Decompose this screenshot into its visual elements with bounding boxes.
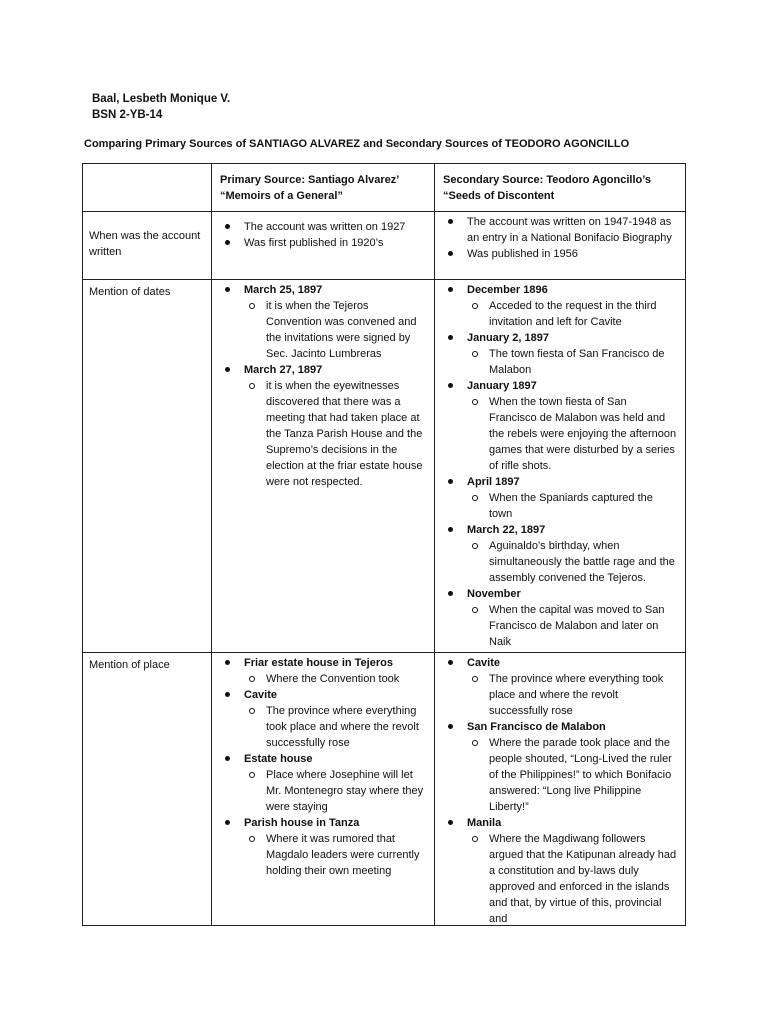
bullet-dot-icon	[448, 724, 453, 729]
bullet-dot-icon	[448, 335, 453, 340]
sub-list-item	[467, 735, 681, 815]
bullet-dot-icon	[448, 591, 453, 596]
sub-list-item-text: Place where Josephine will let Mr. Montenegro stay where they were staying	[266, 769, 424, 813]
table-row-dates	[83, 280, 686, 653]
sub-list-item	[244, 671, 430, 687]
list-item	[212, 655, 434, 687]
sub-list-item-text: Acceded to the request in the third invitation and left for Cavite	[489, 300, 657, 328]
bullet-circle-icon	[249, 676, 255, 682]
sub-list-item	[467, 538, 681, 586]
sub-list	[244, 767, 430, 815]
bullet-circle-icon	[472, 740, 478, 746]
sub-list	[467, 602, 681, 650]
list-item	[435, 378, 685, 474]
sub-list	[244, 671, 430, 687]
bullet-list	[212, 655, 434, 879]
list-item	[435, 214, 685, 246]
primary-cell	[212, 212, 435, 280]
list-item-text: Cavite	[244, 689, 278, 701]
list-item	[435, 586, 685, 650]
list-item-text: The account was written on 1927	[244, 221, 406, 233]
sub-list-item-text: it is when the eyewitnesses discovered that there was a meeting that had taken place at the Tanza Parish House and the Supremo’s decisions in the election at the friar estate house were not respected.	[266, 380, 423, 488]
document-title: Comparing Primary Sources of SANTIAGO ALVAREZ and Secondary Sources of TEODORO AGONCILLO	[84, 138, 630, 150]
list-item-text: Was published in 1956	[467, 248, 578, 260]
sub-list	[244, 378, 430, 490]
bullet-circle-icon	[249, 383, 255, 389]
sub-list	[467, 394, 681, 474]
row-label-cell	[83, 212, 212, 280]
list-item-text: January 1897	[467, 380, 537, 392]
bullet-circle-icon	[249, 708, 255, 714]
bullet-dot-icon	[448, 820, 453, 825]
list-item-text: March 25, 1897	[244, 284, 323, 296]
sub-list-item-text: Where the Convention took	[266, 673, 400, 685]
bullet-dot-icon	[225, 756, 230, 761]
sub-list	[467, 735, 681, 815]
bullet-dot-icon	[448, 251, 453, 256]
bullet-circle-icon	[472, 607, 478, 613]
sub-list-item-text: Where the Magdiwang followers argued that the Katipunan already had a constitution and by-laws duly approved and enforced in the islands and that, by virtue of this, provincial and	[489, 833, 677, 925]
row-label: Mention of dates	[89, 286, 171, 298]
list-item-text: Cavite	[467, 657, 501, 669]
row-label: When was the account written	[89, 230, 201, 258]
bullet-circle-icon	[249, 836, 255, 842]
table-header-row	[83, 164, 686, 212]
bullet-dot-icon	[448, 287, 453, 292]
sub-list	[467, 538, 681, 586]
list-item	[212, 235, 434, 251]
bullet-dot-icon	[448, 660, 453, 665]
list-item	[435, 474, 685, 522]
bullet-list	[212, 282, 434, 490]
sub-list-item-text: Aguinaldo’s birthday, when simultaneously the battle rage and the assembly convened the Tejeros.	[489, 540, 675, 584]
list-item	[212, 219, 434, 235]
list-item	[435, 815, 685, 925]
list-item	[212, 751, 434, 815]
sub-list-item	[467, 671, 681, 719]
sub-list-item-text: When the Spaniards captured the town	[489, 492, 653, 520]
bullet-circle-icon	[249, 303, 255, 309]
row-label-cell	[83, 653, 212, 926]
header-cell-primary	[212, 164, 435, 212]
row-label-cell	[83, 280, 212, 653]
bullet-circle-icon	[249, 772, 255, 778]
list-item-text: Friar estate house in Tejeros	[244, 657, 393, 669]
bullet-dot-icon	[225, 820, 230, 825]
sub-list-item	[467, 346, 681, 378]
sub-list-item	[244, 703, 430, 751]
bullet-circle-icon	[472, 303, 478, 309]
bullet-list	[435, 214, 685, 262]
bullet-dot-icon	[225, 367, 230, 372]
header-cell-empty	[83, 164, 212, 212]
list-item	[212, 362, 434, 490]
sub-list-item	[244, 378, 430, 490]
bullet-circle-icon	[472, 836, 478, 842]
sub-list-item	[467, 298, 681, 330]
list-item	[435, 330, 685, 378]
sub-list	[467, 346, 681, 378]
secondary-cell	[435, 280, 686, 653]
sub-list	[467, 831, 681, 925]
list-item	[435, 522, 685, 586]
sub-list	[244, 831, 430, 879]
sub-list-item	[244, 831, 430, 879]
bullet-circle-icon	[472, 543, 478, 549]
list-item-text: January 2, 1897	[467, 332, 549, 344]
row-label: Mention of place	[89, 659, 170, 671]
bullet-list	[435, 282, 685, 650]
secondary-source-heading: Secondary Source: Teodoro Agoncillo’s “Seeds of Discontent	[443, 174, 652, 202]
comparison-table	[82, 163, 686, 926]
bullet-dot-icon	[225, 287, 230, 292]
bullet-dot-icon	[448, 479, 453, 484]
sub-list	[467, 671, 681, 719]
list-item	[435, 246, 685, 262]
sub-list	[467, 298, 681, 330]
list-item-text: December 1896	[467, 284, 548, 296]
sub-list-item	[244, 298, 430, 362]
list-item-text: Parish house in Tanza	[244, 817, 360, 829]
list-item-text: April 1897	[467, 476, 520, 488]
list-item-text: The account was written on 1947-1948 as an entry in a National Bonifacio Biography	[467, 216, 672, 244]
sub-list	[244, 298, 430, 362]
sub-list-item-text: The province where everything took place and where the revolt successfully rose	[489, 673, 664, 717]
list-item-text: March 22, 1897	[467, 524, 546, 536]
bullet-dot-icon	[448, 219, 453, 224]
secondary-cell	[435, 653, 686, 926]
sub-list-item	[467, 831, 681, 925]
list-item-text: March 27, 1897	[244, 364, 323, 376]
primary-source-heading: Primary Source: Santiago Alvarez’ “Memoirs of a General”	[220, 174, 399, 202]
list-item	[212, 282, 434, 362]
table-row-when-written	[83, 212, 686, 280]
sub-list-item-text: The province where everything took place and where the revolt successfully rose	[266, 705, 419, 749]
bullet-circle-icon	[472, 351, 478, 357]
bullet-dot-icon	[225, 224, 230, 229]
bullet-dot-icon	[225, 692, 230, 697]
list-item-text: Estate house	[244, 753, 313, 765]
bullet-list	[435, 655, 685, 925]
section-code: BSN 2-YB-14	[92, 109, 163, 121]
sub-list-item-text: Where it was rumored that Magdalo leaders were currently holding their own meeting	[266, 833, 420, 877]
list-item	[212, 687, 434, 751]
list-item	[435, 719, 685, 815]
bullet-list	[212, 219, 434, 251]
sub-list-item	[467, 394, 681, 474]
sub-list	[467, 490, 681, 522]
primary-cell	[212, 280, 435, 653]
list-item	[435, 282, 685, 330]
bullet-circle-icon	[472, 399, 478, 405]
secondary-cell	[435, 212, 686, 280]
primary-cell	[212, 653, 435, 926]
sub-list	[244, 703, 430, 751]
sub-list-item-text: it is when the Tejeros Convention was convened and the invitations were signed by Sec. Jacinto Lumbreras	[266, 300, 417, 360]
list-item-text: Was first published in 1920’s	[244, 237, 384, 249]
bullet-dot-icon	[225, 240, 230, 245]
sub-list-item	[244, 767, 430, 815]
bullet-dot-icon	[225, 660, 230, 665]
header-cell-secondary	[435, 164, 686, 212]
sub-list-item-text: When the town fiesta of San Francisco de Malabon was held and the rebels were enjoying the afternoon games that were disturbed by a series of rifle shots.	[489, 396, 677, 472]
bullet-circle-icon	[472, 495, 478, 501]
list-item	[212, 815, 434, 879]
author-name: Baal, Lesbeth Monique V.	[92, 93, 231, 105]
sub-list-item-text: When the capital was moved to San Francisco de Malabon and later on Naik	[489, 604, 665, 648]
table-row-place	[83, 653, 686, 926]
list-item-text: Manila	[467, 817, 502, 829]
list-item-text: San Francisco de Malabon	[467, 721, 606, 733]
list-item	[435, 655, 685, 719]
list-item-text: November	[467, 588, 521, 600]
bullet-dot-icon	[448, 527, 453, 532]
sub-list-item-text: Where the parade took place and the people shouted, “Long-Lived the ruler of the Philippines!” to which Bonifacio answered: “Long live Philippine Liberty!”	[489, 737, 672, 813]
bullet-circle-icon	[472, 676, 478, 682]
sub-list-item	[467, 490, 681, 522]
bullet-dot-icon	[448, 383, 453, 388]
sub-list-item	[467, 602, 681, 650]
sub-list-item-text: The town fiesta of San Francisco de Malabon	[489, 348, 665, 376]
